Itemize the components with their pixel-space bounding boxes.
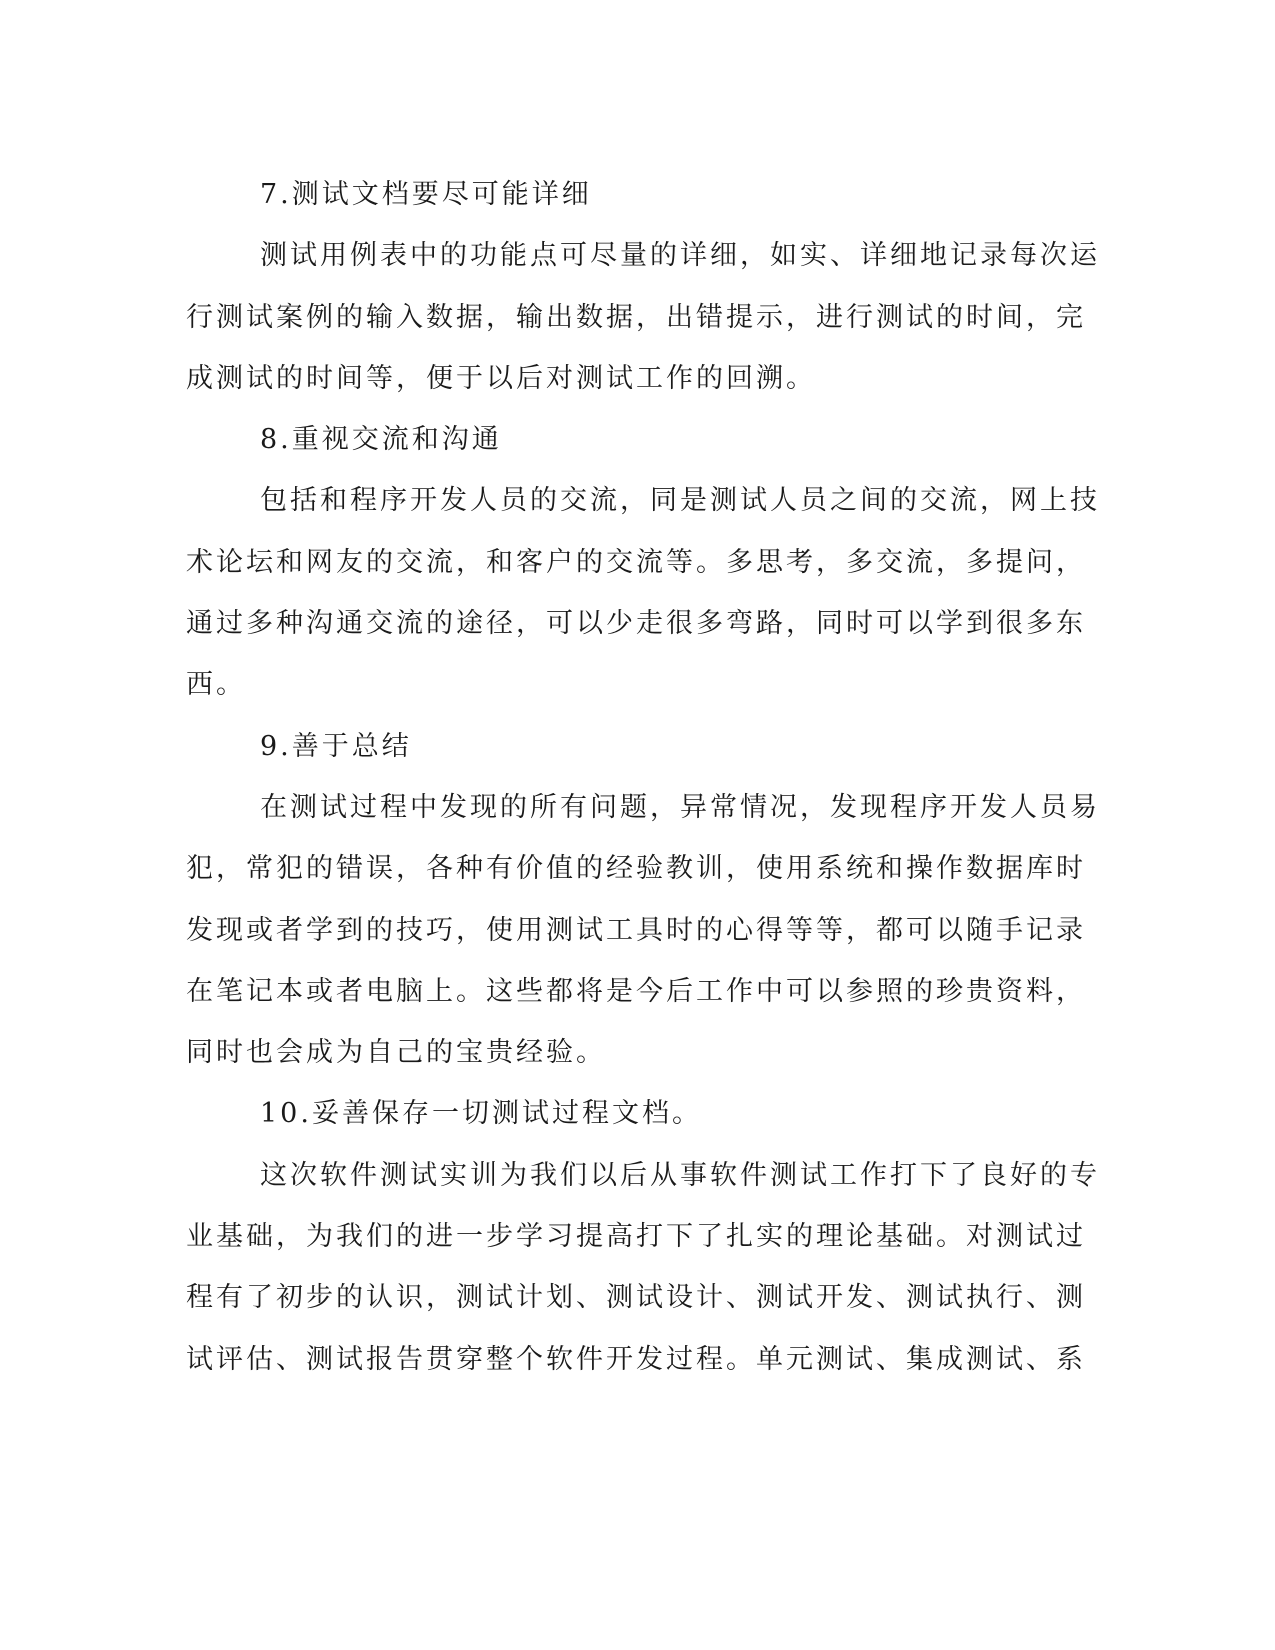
paragraph-line: 在测试过程中发现的所有问题，异常情况，发现程序开发人员易 [260,791,1100,823]
paragraph-line: 术论坛和网友的交流，和客户的交流等。多思考，多交流，多提问， [186,546,1086,578]
paragraph-line: 试评估、测试报告贯穿整个软件开发过程。单元测试、集成测试、系 [186,1343,1086,1375]
section-heading-9: 9.善于总结 [260,730,412,762]
paragraph-line: 西。 [186,669,246,701]
document-body [186,164,1100,1390]
paragraph-line: 犯，常犯的错误，各种有价值的经验教训，使用系统和操作数据库时 [186,853,1086,885]
paragraph-line: 测试用例表中的功能点可尽量的详细，如实、详细地记录每次运 [260,240,1100,272]
paragraph-line: 程有了初步的认识，测试计划、测试设计、测试开发、测试执行、测 [186,1282,1086,1314]
paragraph-line: 通过多种沟通交流的途径，可以少走很多弯路，同时可以学到很多东 [186,608,1086,640]
paragraph-line: 业基础，为我们的进一步学习提高打下了扎实的理论基础。对测试过 [186,1221,1086,1253]
paragraph-line: 行测试案例的输入数据，输出数据，出错提示，进行测试的时间，完 [186,301,1086,333]
paragraph-line: 成测试的时间等，便于以后对测试工作的回溯。 [186,362,816,394]
section-heading-8: 8.重视交流和沟通 [260,424,502,456]
paragraph-line: 包括和程序开发人员的交流，同是测试人员之间的交流，网上技 [260,485,1100,517]
paragraph-line: 发现或者学到的技巧，使用测试工具时的心得等等，都可以随手记录 [186,914,1086,946]
section-heading-10: 10.妥善保存一切测试过程文档。 [260,1098,702,1130]
paragraph-line: 这次软件测试实训为我们以后从事软件测试工作打下了良好的专 [260,1159,1100,1191]
paragraph-line: 同时也会成为自己的宝贵经验。 [186,1037,606,1069]
paragraph-line: 在笔记本或者电脑上。这些都将是今后工作中可以参照的珍贵资料， [186,975,1086,1007]
section-heading-7: 7.测试文档要尽可能详细 [260,179,592,210]
